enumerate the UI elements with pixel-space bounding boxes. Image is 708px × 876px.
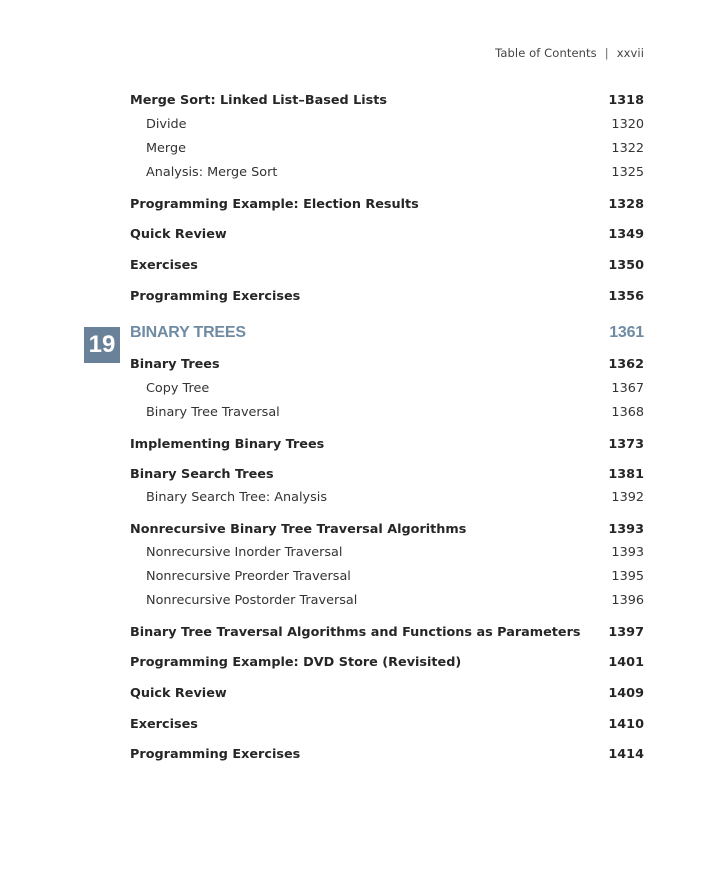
toc-entry-title: Nonrecursive Postorder Traversal	[146, 593, 358, 608]
toc-subentry[interactable]	[130, 490, 644, 506]
toc-entry-page: 1393	[608, 522, 644, 537]
toc-entry-page: 1328	[608, 197, 644, 212]
chapter-page: 1361	[609, 324, 644, 341]
toc-entry-title: Nonrecursive Preorder Traversal	[146, 569, 351, 584]
toc-entry-page: 1320	[611, 117, 644, 132]
running-head-separator: |	[604, 46, 609, 60]
toc-entry[interactable]	[130, 625, 644, 641]
running-head-page: xxvii	[616, 46, 644, 60]
toc-subentry[interactable]	[130, 141, 644, 157]
toc-entry-page: 1410	[608, 717, 644, 732]
toc-entry-title: Exercises	[130, 258, 198, 273]
toc-entry[interactable]	[130, 289, 644, 305]
chapter-heading[interactable]	[130, 324, 644, 342]
toc-subentry[interactable]	[130, 545, 644, 561]
toc-entry-page: 1325	[611, 165, 644, 180]
toc-subentry[interactable]	[130, 569, 644, 585]
chapter-number-badge	[84, 327, 120, 363]
toc-entry-title: Binary Search Trees	[130, 467, 274, 482]
toc-entry[interactable]	[130, 655, 644, 671]
toc-entry-title: Divide	[146, 117, 187, 132]
toc-entry-page: 1392	[611, 490, 644, 505]
toc-entry-page: 1393	[611, 545, 644, 560]
toc-entry[interactable]	[130, 258, 644, 274]
toc-entry-page: 1401	[608, 655, 644, 670]
toc-entry-page: 1373	[608, 437, 644, 452]
running-head	[495, 46, 644, 60]
toc-entry[interactable]	[130, 467, 644, 483]
toc-entry-page: 1367	[611, 381, 644, 396]
toc-entry-page: 1349	[608, 227, 644, 242]
toc-entry-title: Nonrecursive Inorder Traversal	[146, 545, 343, 560]
toc-entry-page: 1356	[608, 289, 644, 304]
toc-entry-title: Binary Tree Traversal Algorithms and Functions as Parameters	[130, 625, 581, 640]
toc-entry-title: Merge	[146, 141, 186, 156]
toc-entry-title: Implementing Binary Trees	[130, 437, 325, 452]
toc-entry-title: Quick Review	[130, 686, 227, 701]
toc-entry-title: Analysis: Merge Sort	[146, 165, 278, 180]
toc-subentry[interactable]	[130, 117, 644, 133]
chapter-number: 19	[88, 331, 116, 358]
toc-entry-title: Binary Tree Traversal	[146, 405, 280, 420]
toc-entry-page: 1397	[608, 625, 644, 640]
toc-entry[interactable]	[130, 437, 644, 453]
chapter-title: BINARY TREES	[130, 324, 246, 341]
toc-entry-title: Merge Sort: Linked List–Based Lists	[130, 93, 388, 108]
toc-entry-title: Programming Example: Election Results	[130, 197, 419, 212]
toc-entry-title: Programming Exercises	[130, 747, 301, 762]
toc-entry-page: 1395	[611, 569, 644, 584]
toc-entry-title: Exercises	[130, 717, 198, 732]
toc-entry-title: Programming Exercises	[130, 289, 301, 304]
toc-subentry[interactable]	[130, 381, 644, 397]
toc-subentry[interactable]	[130, 165, 644, 181]
toc-entry[interactable]	[130, 197, 644, 213]
running-head-section: Table of Contents	[495, 46, 597, 60]
toc-entry-title: Binary Search Tree: Analysis	[146, 490, 327, 505]
toc-entry-page: 1322	[611, 141, 644, 156]
toc-entry-page: 1409	[608, 686, 644, 701]
toc-entry[interactable]	[130, 522, 644, 538]
toc-entry-page: 1362	[608, 357, 644, 372]
toc-entry[interactable]	[130, 747, 644, 763]
toc-entry-title: Nonrecursive Binary Tree Traversal Algorithms	[130, 522, 467, 537]
toc-entry-page: 1414	[608, 747, 644, 762]
toc-entry-title: Copy Tree	[146, 381, 210, 396]
toc-entry-page: 1318	[608, 93, 644, 108]
toc-entry-title: Binary Trees	[130, 357, 220, 372]
toc-entry-title: Programming Example: DVD Store (Revisited)	[130, 655, 462, 670]
toc-subentry[interactable]	[130, 405, 644, 421]
toc-entry[interactable]	[130, 717, 644, 733]
toc-entry-page: 1368	[611, 405, 644, 420]
toc-entry-page: 1350	[608, 258, 644, 273]
toc-entry[interactable]	[130, 93, 644, 109]
toc-entry[interactable]	[130, 357, 644, 373]
toc-subentry[interactable]	[130, 593, 644, 609]
toc-entry[interactable]	[130, 686, 644, 702]
toc-entry-title: Quick Review	[130, 227, 227, 242]
toc-entry[interactable]	[130, 227, 644, 243]
toc-entry-page: 1381	[608, 467, 644, 482]
toc-entry-page: 1396	[611, 593, 644, 608]
